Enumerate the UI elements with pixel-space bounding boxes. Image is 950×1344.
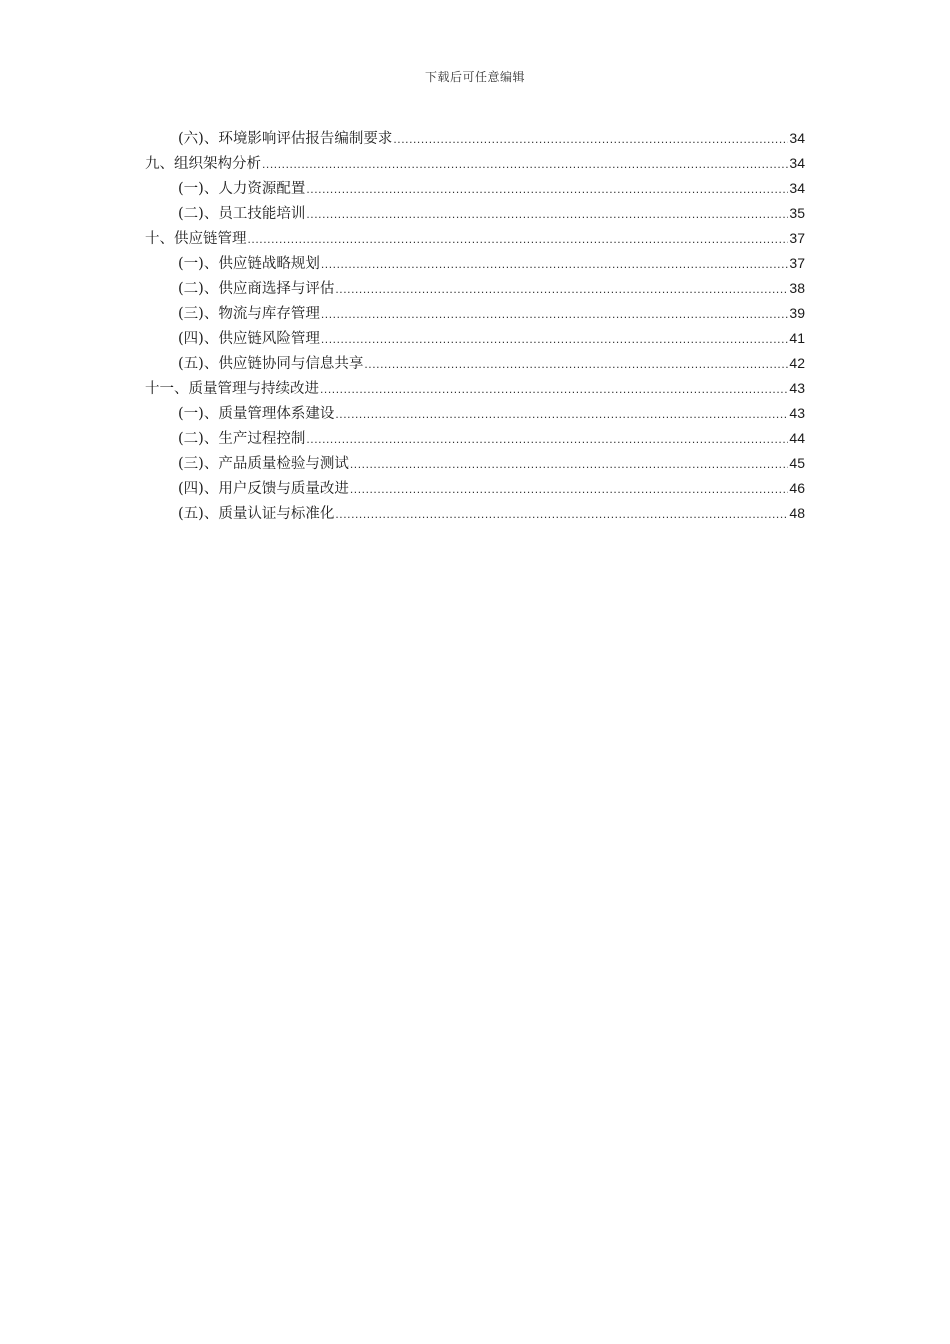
toc-dot-leader: [262, 152, 788, 177]
toc-dot-leader: [306, 427, 788, 452]
toc-dot-leader: [321, 302, 789, 327]
toc-entry[interactable]: [178, 501, 805, 526]
page-header: 下载后可任意编辑: [424, 70, 525, 84]
toc-page-number: 34: [789, 155, 805, 171]
toc-entry[interactable]: [178, 401, 805, 426]
toc-dot-leader: [320, 377, 788, 402]
toc-dot-leader: [248, 227, 789, 252]
toc-dot-leader: [335, 502, 788, 527]
toc-entry[interactable]: [178, 326, 805, 351]
toc-entry-title: (二)、生产过程控制: [178, 431, 306, 447]
toc-page-number: 37: [789, 230, 805, 246]
toc-page-number: 42: [789, 355, 805, 371]
toc-entry-title: (三)、产品质量检验与测试: [178, 456, 349, 472]
toc-entry-title: (一)、人力资源配置: [178, 181, 306, 197]
toc-entry-title: (二)、员工技能培训: [178, 206, 306, 222]
toc-entry-title: 十、供应链管理: [145, 231, 247, 247]
toc-dot-leader: [306, 202, 788, 227]
toc-dot-leader: [393, 127, 788, 152]
toc-dot-leader: [321, 252, 789, 277]
toc-dot-leader: [335, 402, 788, 427]
toc-dot-leader: [364, 352, 788, 377]
toc-entry-title: (五)、供应链协同与信息共享: [178, 356, 364, 372]
toc-page-number: 45: [789, 455, 805, 471]
toc-page-number: 39: [789, 305, 805, 321]
toc-entry-title: (二)、供应商选择与评估: [178, 281, 335, 297]
toc-entry-title: 十一、质量管理与持续改进: [145, 381, 319, 397]
toc-entry-title: (四)、供应链风险管理: [178, 331, 320, 347]
toc-page-number: 43: [789, 380, 805, 396]
toc-entry-title: (五)、质量认证与标准化: [178, 506, 335, 522]
toc-dot-leader: [321, 327, 789, 352]
toc-page-number: 34: [789, 180, 805, 196]
toc-entry-title: (六)、环境影响评估报告编制要求: [178, 131, 393, 147]
toc-entry-title: (三)、物流与库存管理: [178, 306, 320, 322]
toc-page-number: 46: [789, 480, 805, 496]
toc-page-number: 48: [789, 505, 805, 521]
toc-entry-title: 九、组织架构分析: [145, 156, 261, 172]
toc-page-number: 35: [789, 205, 805, 221]
toc-entry[interactable]: [178, 251, 805, 276]
toc-dot-leader: [335, 277, 788, 302]
toc-entry[interactable]: [178, 201, 805, 226]
toc-entry[interactable]: [178, 351, 805, 376]
toc-page-number: 37: [789, 255, 805, 271]
toc-dot-leader: [350, 452, 789, 477]
toc-entry[interactable]: [145, 151, 805, 176]
toc-entry[interactable]: [145, 226, 805, 251]
toc-entry[interactable]: [178, 176, 805, 201]
toc-entry[interactable]: [178, 276, 805, 301]
toc-dot-leader: [306, 177, 788, 202]
toc-entry[interactable]: [178, 476, 805, 501]
toc-entry-title: (四)、用户反馈与质量改进: [178, 481, 349, 497]
toc-dot-leader: [350, 477, 789, 502]
toc-entry[interactable]: [178, 426, 805, 451]
toc-entry[interactable]: [178, 126, 805, 151]
toc-entry-title: (一)、质量管理体系建设: [178, 406, 335, 422]
toc-page-number: 44: [789, 430, 805, 446]
toc-page-number: 43: [789, 405, 805, 421]
toc-entry[interactable]: [145, 376, 805, 401]
toc-page-number: 38: [789, 280, 805, 296]
toc-entry[interactable]: [178, 301, 805, 326]
toc-page-number: 41: [789, 330, 805, 346]
toc-entry-title: (一)、供应链战略规划: [178, 256, 320, 272]
toc-entry[interactable]: [178, 451, 805, 476]
toc-page-number: 34: [789, 130, 805, 146]
